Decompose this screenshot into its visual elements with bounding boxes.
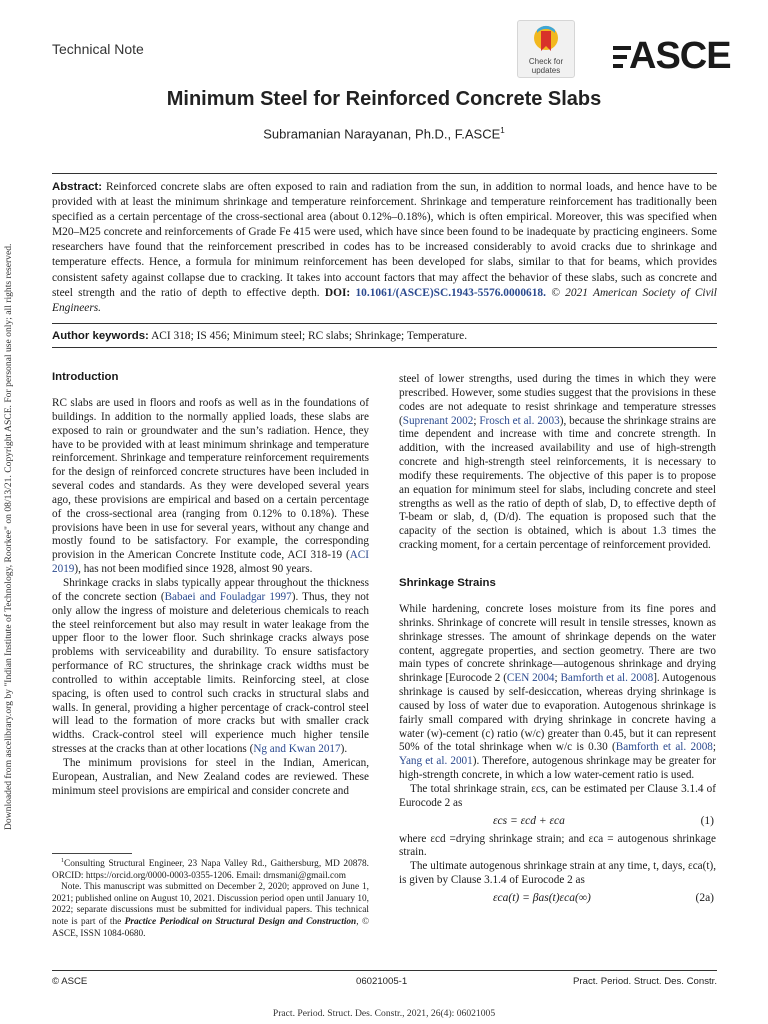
author-name: Subramanian Narayanan, Ph.D., F.ASCE [263,126,501,142]
footnote-rule [52,853,132,854]
footer-page-id: 06021005-1 [356,976,408,987]
citation-link[interactable]: Suprenant 2002 [402,414,474,427]
shrinkage-paragraph-3: where εcd =drying shrinkage strain; and εca = autogenous shrinkage strain. [399,832,716,859]
abstract-label: Abstract: [52,181,103,193]
equation-1 [399,811,716,833]
footnotes [52,856,369,940]
keywords-bottom-rule [52,347,717,348]
equation-1-number: (1) [700,814,714,827]
right-column [399,373,716,910]
shrinkage-paragraph-4: The ultimate autogenous shrinkage strain at any time, t, days, εca(t), is given by Clause 3.1.4 of Eurocode 2 as [399,860,716,887]
intro-paragraph-1: RC slabs are used in floors and roofs as well as in the foundations of buildings. In addition to the normally applied loads, these slabs are exposed to rain or groundwater and the sun’s radiation. Hence, they have to be provided with at least minimum shrinkage and temperature reinforcement. Shrinkage and temperature reinforcement requirements for the design of reinforced concrete structures have been included in several codes and standards. As they were developed several years ago, these provisions are empirical and based on a certain percentage of the cross-sectional area (ranging from 0.12% to 0.18%). These provisions have been in use for several years, without any change and mostly found to be satisfactory. For example, the corresponding provision in the American Concrete Institute code, ACI 318-19 (ACI 2019), has not been modified since 1928, almost 90 years. [52,397,369,576]
download-side-note: Downloaded from ascelibrary.org by "Indian Institute of Technology, Roorkee" on 08/13/21. Copyright ASCE. For personal use only; all rights reserved. [3,243,14,830]
abstract [52,180,717,316]
logo-bar-2 [613,55,627,59]
logo-bar-3 [613,64,623,68]
intro-paragraph-3: The minimum provisions for steel in the Indian, American, European, Australian, and New Zealand codes are reviewed. These minimum steel provisions are empirical and consider concrete and [52,756,369,797]
citation-link[interactable]: Bamforth et al. 2008 [615,741,713,754]
shrinkage-paragraph-1: While hardening, concrete loses moisture from its fine pores and shrinks. Shrinkage of concrete will result in tensile stresses, known as shrinkage stresses. The amount of shrinkage depends on the water content, aggregate properties, and section geometry. There are two main types of concrete shrinkage—autogenous shrinkage and drying shrinkage [Eurocode 2 (CEN 2004; Bamforth et al. 2008]. Autogenous shrinkage is caused by self-desiccation, whereas drying shrinkage is caused by loss of water due to evaporation. Autogenous shrinkage is fairly small compared with drying shrinkage in concrete having a water (w)-cement (c) ratio (w/c) greater than 0.45, but it can represent 50% of the total shrinkage when w/c is 0.30 (Bamforth et al. 2008; Yang et al. 2001). Therefore, autogenous shrinkage may be greater for high-strength concrete, in which a low water-cement ratio is used. [399,602,716,782]
intro-continuation: steel of lower strengths, used during the times in which they were prescribed. However, some studies suggest that the provisions in these codes are not adequate to resist shrinkage and temperature stresses (Suprenant 2002; Frosch et al. 2003), because the shrinkage strains are time dependent and increase with time and concrete strength. In addition, with the increased availability and use of high-strength concrete and high-strength steel reinforcements, it is necessary to modify these requirements. The objective of this paper is to propose an equation for minimum steel for slabs, including concrete and steel strengths as well as the ratio of depth of slab, D, to effective depth of T-beam or slab, d, (D/d). The equation is proposed such that the capacity of the section is obtained, which is about 1.3 times the cracking moment, for a certain percentage of reinforcement provided. [399,373,717,552]
keywords [52,329,717,344]
logo-text: ASCE [629,35,731,77]
footer-copyright: © ASCE [52,976,88,987]
author-marker: 1 [500,126,505,135]
keywords-top-rule [52,323,717,324]
citation-link[interactable]: Yang et al. 2001 [399,755,473,768]
bookmark-icon [533,25,559,55]
equation-2a-number: (2a) [695,892,714,904]
doi-label: DOI: [324,286,351,299]
doi-link[interactable]: 10.1061/(ASCE)SC.1943-5576.0000618. [355,286,546,299]
footer-rule [52,970,717,971]
equation-1-expression: εcs = εcd + εca [493,814,565,827]
keywords-label: Author keywords: [52,330,149,342]
citation-link[interactable]: Bamforth et al. 2008 [560,672,654,685]
citation-link[interactable]: Babaei and Fouladgar 1997 [164,590,292,603]
footer-journal: Pract. Period. Struct. Des. Constr. [573,976,717,987]
author-line [0,126,768,141]
section-label: Technical Note [52,41,144,57]
check-for-updates-badge[interactable] [517,20,575,78]
citation-link[interactable]: CEN 2004 [506,672,555,685]
footnote-affiliation: $^1$Consulting Structural Engineer, 23 Napa Valley Rd., Gaithersburg, MD 20878. ORCID: https://orcid.org/0000-0003-0355-1206. Email: drnsmani@gmail.com [52,858,369,881]
shrinkage-paragraph-2: The total shrinkage strain, εcs, can be estimated per Clause 3.1.4 of Eurocode 2 as [399,782,716,809]
journal-name: Practice Periodical on Structural Design and Construction [124,917,357,928]
keywords-text: ACI 318; IS 456; Minimum steel; RC slabs; Shrinkage; Temperature. [151,330,468,342]
footnote-note: Note. This manuscript was submitted on December 2, 2020; approved on June 1, 2021; published online on August 10, 2021. Discussion period open until January 10, 2022; separate discussions must be submitted for individual papers. This technical note is part of the Practice Periodical on Structural Design and Construction, © ASCE, ISSN 1084-0680. [52,882,370,939]
citation-link[interactable]: Ng and Kwan 2017 [253,743,341,756]
abstract-text: Reinforced concrete slabs are often exposed to rain and radiation from the sun, in addition to normal loads, and hence have to be provided with at least the minimum shrinkage and temperature reinforcement. Shrinkage and temperature reinforcement has traditionally been specified as a certain percentage of the cross-sectional area (about 0.12%–0.18%), which is often empirical. Moreover, this was specified when M20–M25 concrete and reinforcements of Grade Fe 415 were used, which have since been found to be inadequate by practicing engineers. Some researchers have found that the reinforcement prescribed in codes has to be increased considerably to avoid cracks due to shrinkage and temperature effects. Hence, a formula for minimum reinforcement has been developed for slabs, similar to that for beams, which provides consistent safety against collapse due to cracking. It takes into account factors that may affect the behavior of these slabs, such as concrete and steel strength and the ratio of depth to effective depth. [52,181,717,299]
intro-heading: Introduction [52,371,119,383]
left-column [52,371,369,798]
citation-link[interactable]: Frosch et al. 2003 [479,414,560,427]
bottom-citation: Pract. Period. Struct. Des. Constr., 2021, 26(4): 06021005 [272,1008,496,1019]
intro-paragraph-2: Shrinkage cracks in slabs typically appear throughout the thickness of the concrete section (Babaei and Fouladgar 1997). Thus, they not only allow the ingress of moisture and deleterious chemicals to reach the steel reinforcement but also may result in water leakage from the upper floor to the lower floor. Such shrinkage cracks always pose problems with serviceability and durability. To ensure satisfactory performance of RC structures, the shrinkage crack widths must be controlled to within acceptable limits. Reinforcing steel, at close spacing, is often used to control such cracks in structural slabs and walls. In general, providing a higher percentage of crack-control steel will lead to the formation of more cracks but with smaller crack widths. Crack-control steel will experience much higher tensile stresses at the cracks than at other locations (Ng and Kwan 2017). [52,576,369,756]
badge-line-1: Check for [528,57,564,66]
citation-link[interactable]: ACI 2019 [52,549,369,576]
shrinkage-heading: Shrinkage Strains [399,576,496,589]
equation-2a [399,888,716,910]
paper-title: Minimum Steel for Reinforced Concrete Slabs [166,88,602,110]
abstract-top-rule [52,173,717,174]
asce-logo [613,35,731,78]
badge-line-2: updates [531,66,561,75]
equation-2a-expression: εca(t) = βas(t)εca(∞) [493,892,591,904]
abstract-copyright: © 2021 American Society of Civil Engineers. [52,286,717,314]
